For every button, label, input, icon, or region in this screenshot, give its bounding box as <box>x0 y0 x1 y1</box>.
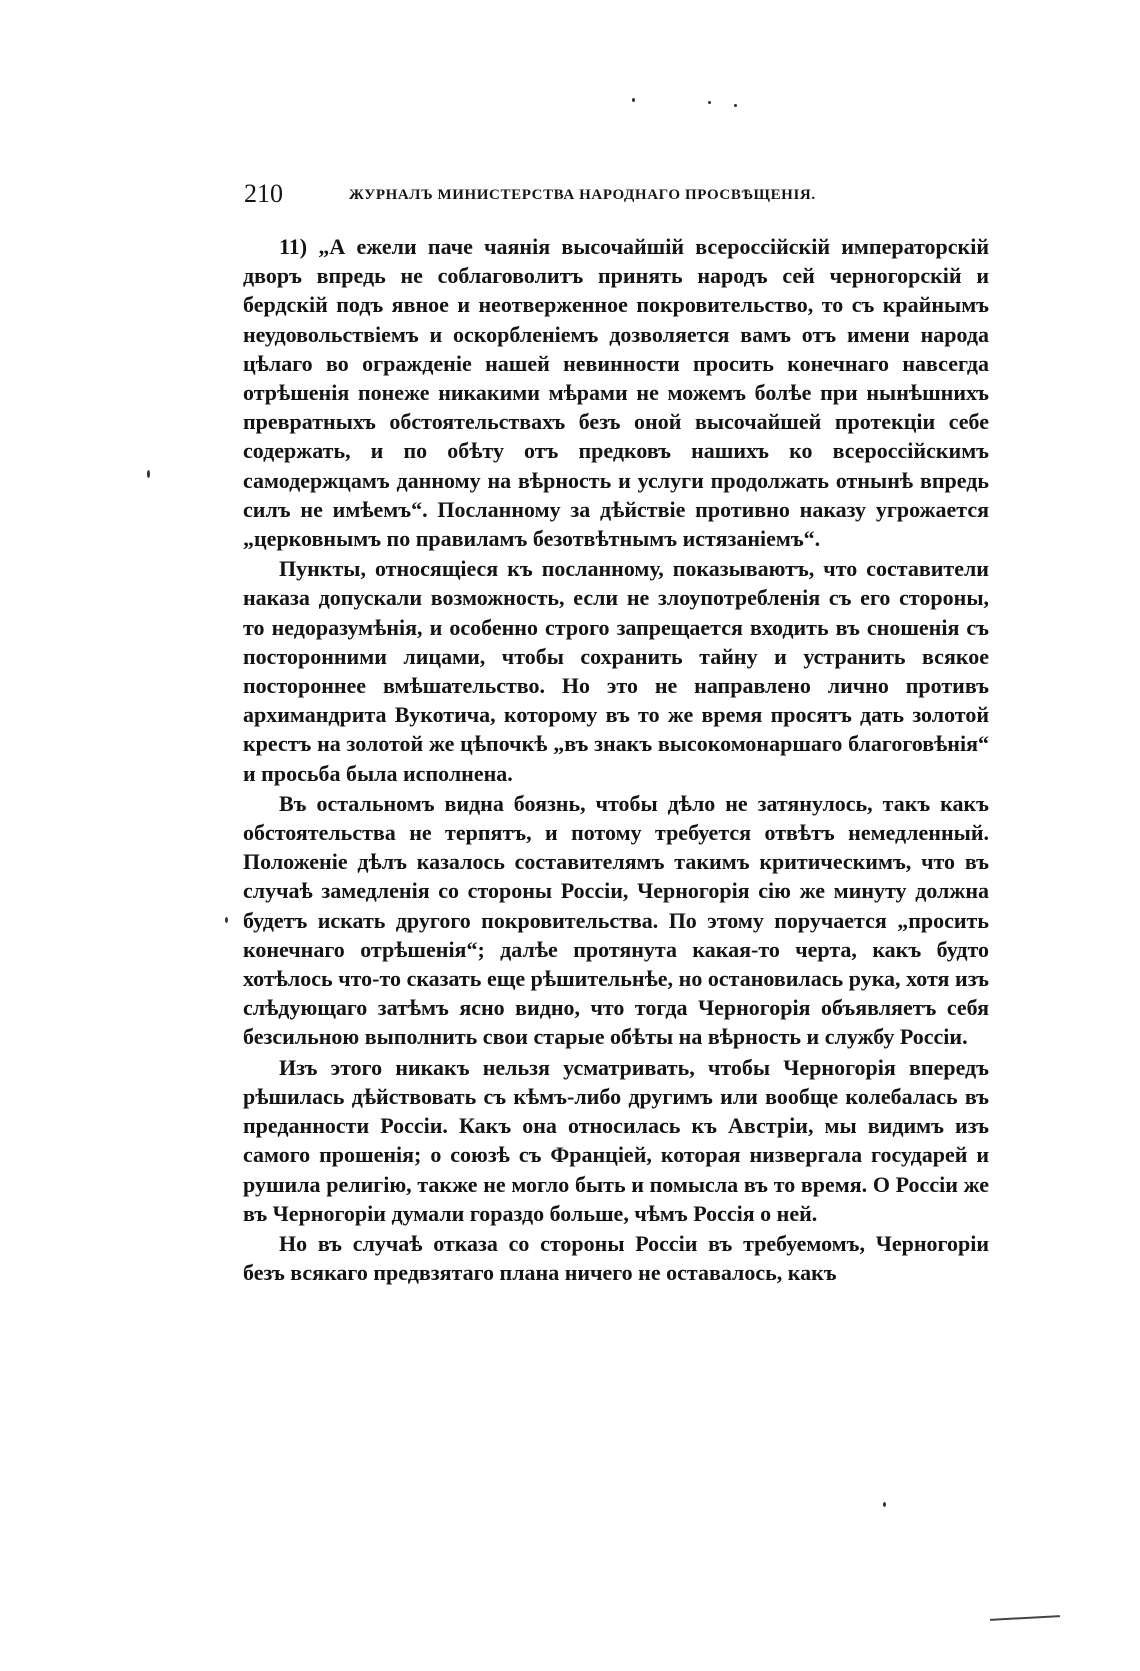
scan-speck <box>883 1502 886 1507</box>
scan-speck <box>708 101 711 104</box>
scan-speck <box>632 98 635 102</box>
scan-speck <box>225 917 228 923</box>
paragraph: Изъ этого никакъ нельзя усматривать, чтобы Черногорія впередъ рѣшилась дѣйствовать съ кѣмъ-либо другимъ или вообще колебалась въ преданности Россіи. Какъ она относилась къ Австріи, мы видимъ изъ самого прошенія; о союзѣ съ Франціей, которая низвергала государей и рушила религію, также не могло быть и помысла въ то время. О Россіи же въ Черногоріи думали гораздо больше, чѣмъ Россія о ней. <box>243 1054 989 1226</box>
scan-speck <box>147 470 150 478</box>
paragraph: 11) „А ежели паче чаянія высочайшій всероссійскій императорскій дворъ впредь не соблаговолитъ принять народъ сей черногорскій и бердскій подъ явное и неотверженное покровительство, то съ крайнымъ неудовольствіемъ и оскорбленіемъ дозволяется вамъ отъ имени народа цѣлаго во огражденіе нашей невинности просить конечнаго навсегда отрѣшенія понеже никакими мѣрами не можемъ болѣе при нынѣшнихъ превратныхъ обстоятельствахъ безъ оной высочайшей протекціи себе содержать, и по обѣту отъ предковъ нашихъ ко всероссійскимъ самодержцамъ данному на вѣрность и услуги продолжать отнынѣ впредь силъ не имѣемъ“. Посланному за дѣйствіе противно наказу угрожается „церковнымъ по правиламъ безотвѣтнымъ истязаніемъ“. <box>243 234 989 552</box>
running-title: ЖУРНАЛЪ МИНИСТЕРСТВА НАРОДНАГО ПРОСВѢЩЕНІЯ. <box>349 187 816 203</box>
page-header <box>244 177 984 211</box>
paragraph: Но въ случаѣ отказа со стороны Россіи въ требуемомъ, Черногоріи безъ всякаго предвзятаго плана ничего не оставалось, какъ <box>243 1230 989 1286</box>
page-number: 210 <box>244 179 283 208</box>
body-text <box>243 232 989 1288</box>
paragraph: Пункты, относящіеся къ посланному, показываютъ, что составители наказа допускали возможность, если не злоупотребленія съ его стороны, то недоразумѣнія, и особенно строго запрещается входить въ сношенія съ посторонними лицами, чтобы сохранить тайну и устранить всякое постороннее вмѣшательство. Но это не направлено лично противъ архимандрита Вукотича, которому въ то же время просятъ дать золотой крестъ на золотой же цѣпочкѣ „въ знакъ высокомонаршаго благоговѣнія“ и просьба была исполнена. <box>243 556 989 786</box>
scan-mark <box>990 1615 1060 1621</box>
scan-speck <box>734 104 737 107</box>
paragraph: Въ остальномъ видна боязнь, чтобы дѣло не затянулось, такъ какъ обстоятельства не терпятъ, и потому требуется отвѣтъ немедленный. Положеніе дѣлъ казалось составителямъ такимъ критическимъ, что въ случаѣ замедленія со стороны Россіи, Черногорія сію же минуту должна будетъ искать другого покровительства. По этому поручается „просить конечнаго отрѣшенія“; далѣе протянута какая-то черта, какъ будто хотѣлось что-то сказать еще рѣшительнѣе, но остановилась рука, хотя изъ слѣдующаго затѣмъ ясно видно, что тогда Черногорія объявляетъ себя безсильною выполнить свои старые обѣты на вѣрность и службу Россіи. <box>243 790 989 1050</box>
